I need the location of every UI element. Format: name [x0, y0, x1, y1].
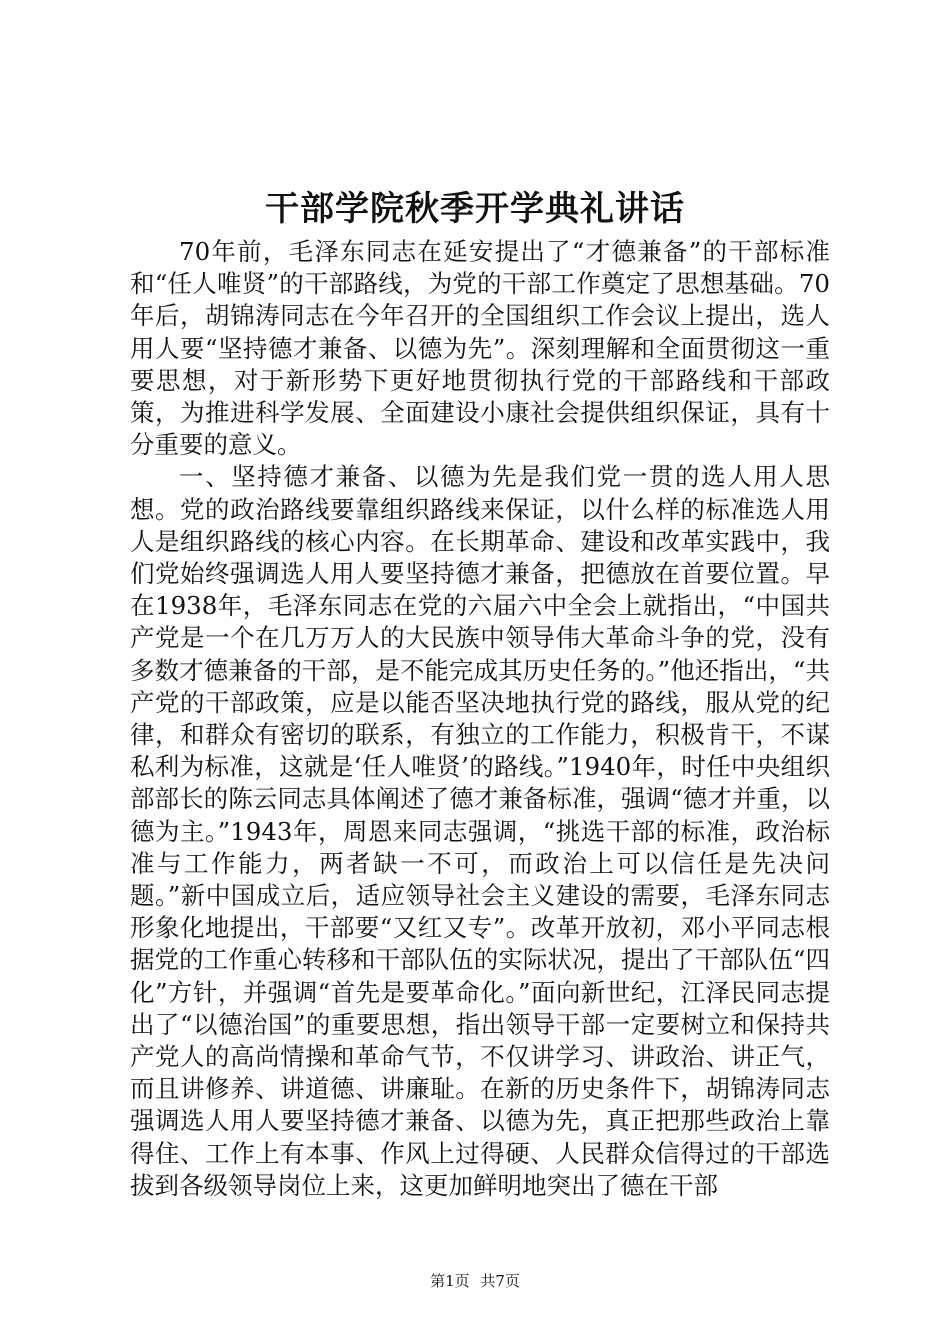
page-total: 共7页: [480, 1272, 520, 1290]
page-footer: [0, 1271, 950, 1291]
document-title: 干部学院秋季开学典礼讲话: [265, 189, 685, 229]
page-number: 第1页: [430, 1272, 470, 1290]
document-body: [130, 236, 830, 1202]
paragraph-section-one: 一、坚持德才兼备、以德为先是我们党一贯的选人用人思想。党的政治路线要靠组织路线来保证，以什么样的标准选人用人是组织路线的核心内容。在长期革命、建设和改革实践中，我们党始终强调选人用人要坚持德才兼备，把德放在首要位置。早在1938年，毛泽东同志在党的六届六中全会上就指出，“中国共产党是一个在几万万人的大民族中领导伟大革命斗争的党，没有多数才德兼备的干部，是不能完成其历史任务的。”他还指出，“共产党的干部政策，应是以能否坚决地执行党的路线，服从党的纪律，和群众有密切的联系，有独立的工作能力，积极肯干，不谋私利为标准，这就是‘任人唯贤’的路线。”1940年，时任中央组织部部长的陈云同志具体阐述了德才兼备标准，强调“德才并重，以德为主。”1943年，周恩来同志强调，“挑选干部的标准，政治标准与工作能力，两者缺一不可，而政治上可以信任是先决问题。”新中国成立后，适应领导社会主义建设的需要，毛泽东同志形象化地提出，干部要“又红又专”。改革开放初，邓小平同志根据党的工作重心转移和干部队伍的实际状况，提出了干部队伍“四化”方针，并强调“首先是要革命化。”面向新世纪，江泽民同志提出了“以德治国”的重要思想，指出领导干部一定要树立和保持共产党人的高尚情操和革命气节，不仅讲学习、讲政治、讲正气，而且讲修养、讲道德、讲廉耻。在新的历史条件下，胡锦涛同志强调选人用人要坚持德才兼备、以德为先，真正把那些政治上靠得住、工作上有本事、作风上过得硬、人民群众信得过的干部选拔到各级领导岗位上来，这更加鲜明地突出了德在干部: [130, 462, 830, 1200]
paragraph-intro: 70年前，毛泽东同志在延安提出了“才德兼备”的干部标准和“任人唯贤”的干部路线，为党的干部工作奠定了思想基础。70年后，胡锦涛同志在今年召开的全国组织工作会议上提出，选人用人要“坚持德才兼备、以德为先”。深刻理解和全面贯彻这一重要思想，对于新形势下更好地贯彻执行党的干部路线和干部政策，为推进科学发展、全面建设小康社会提供组织保证，具有十分重要的意义。: [130, 237, 830, 460]
